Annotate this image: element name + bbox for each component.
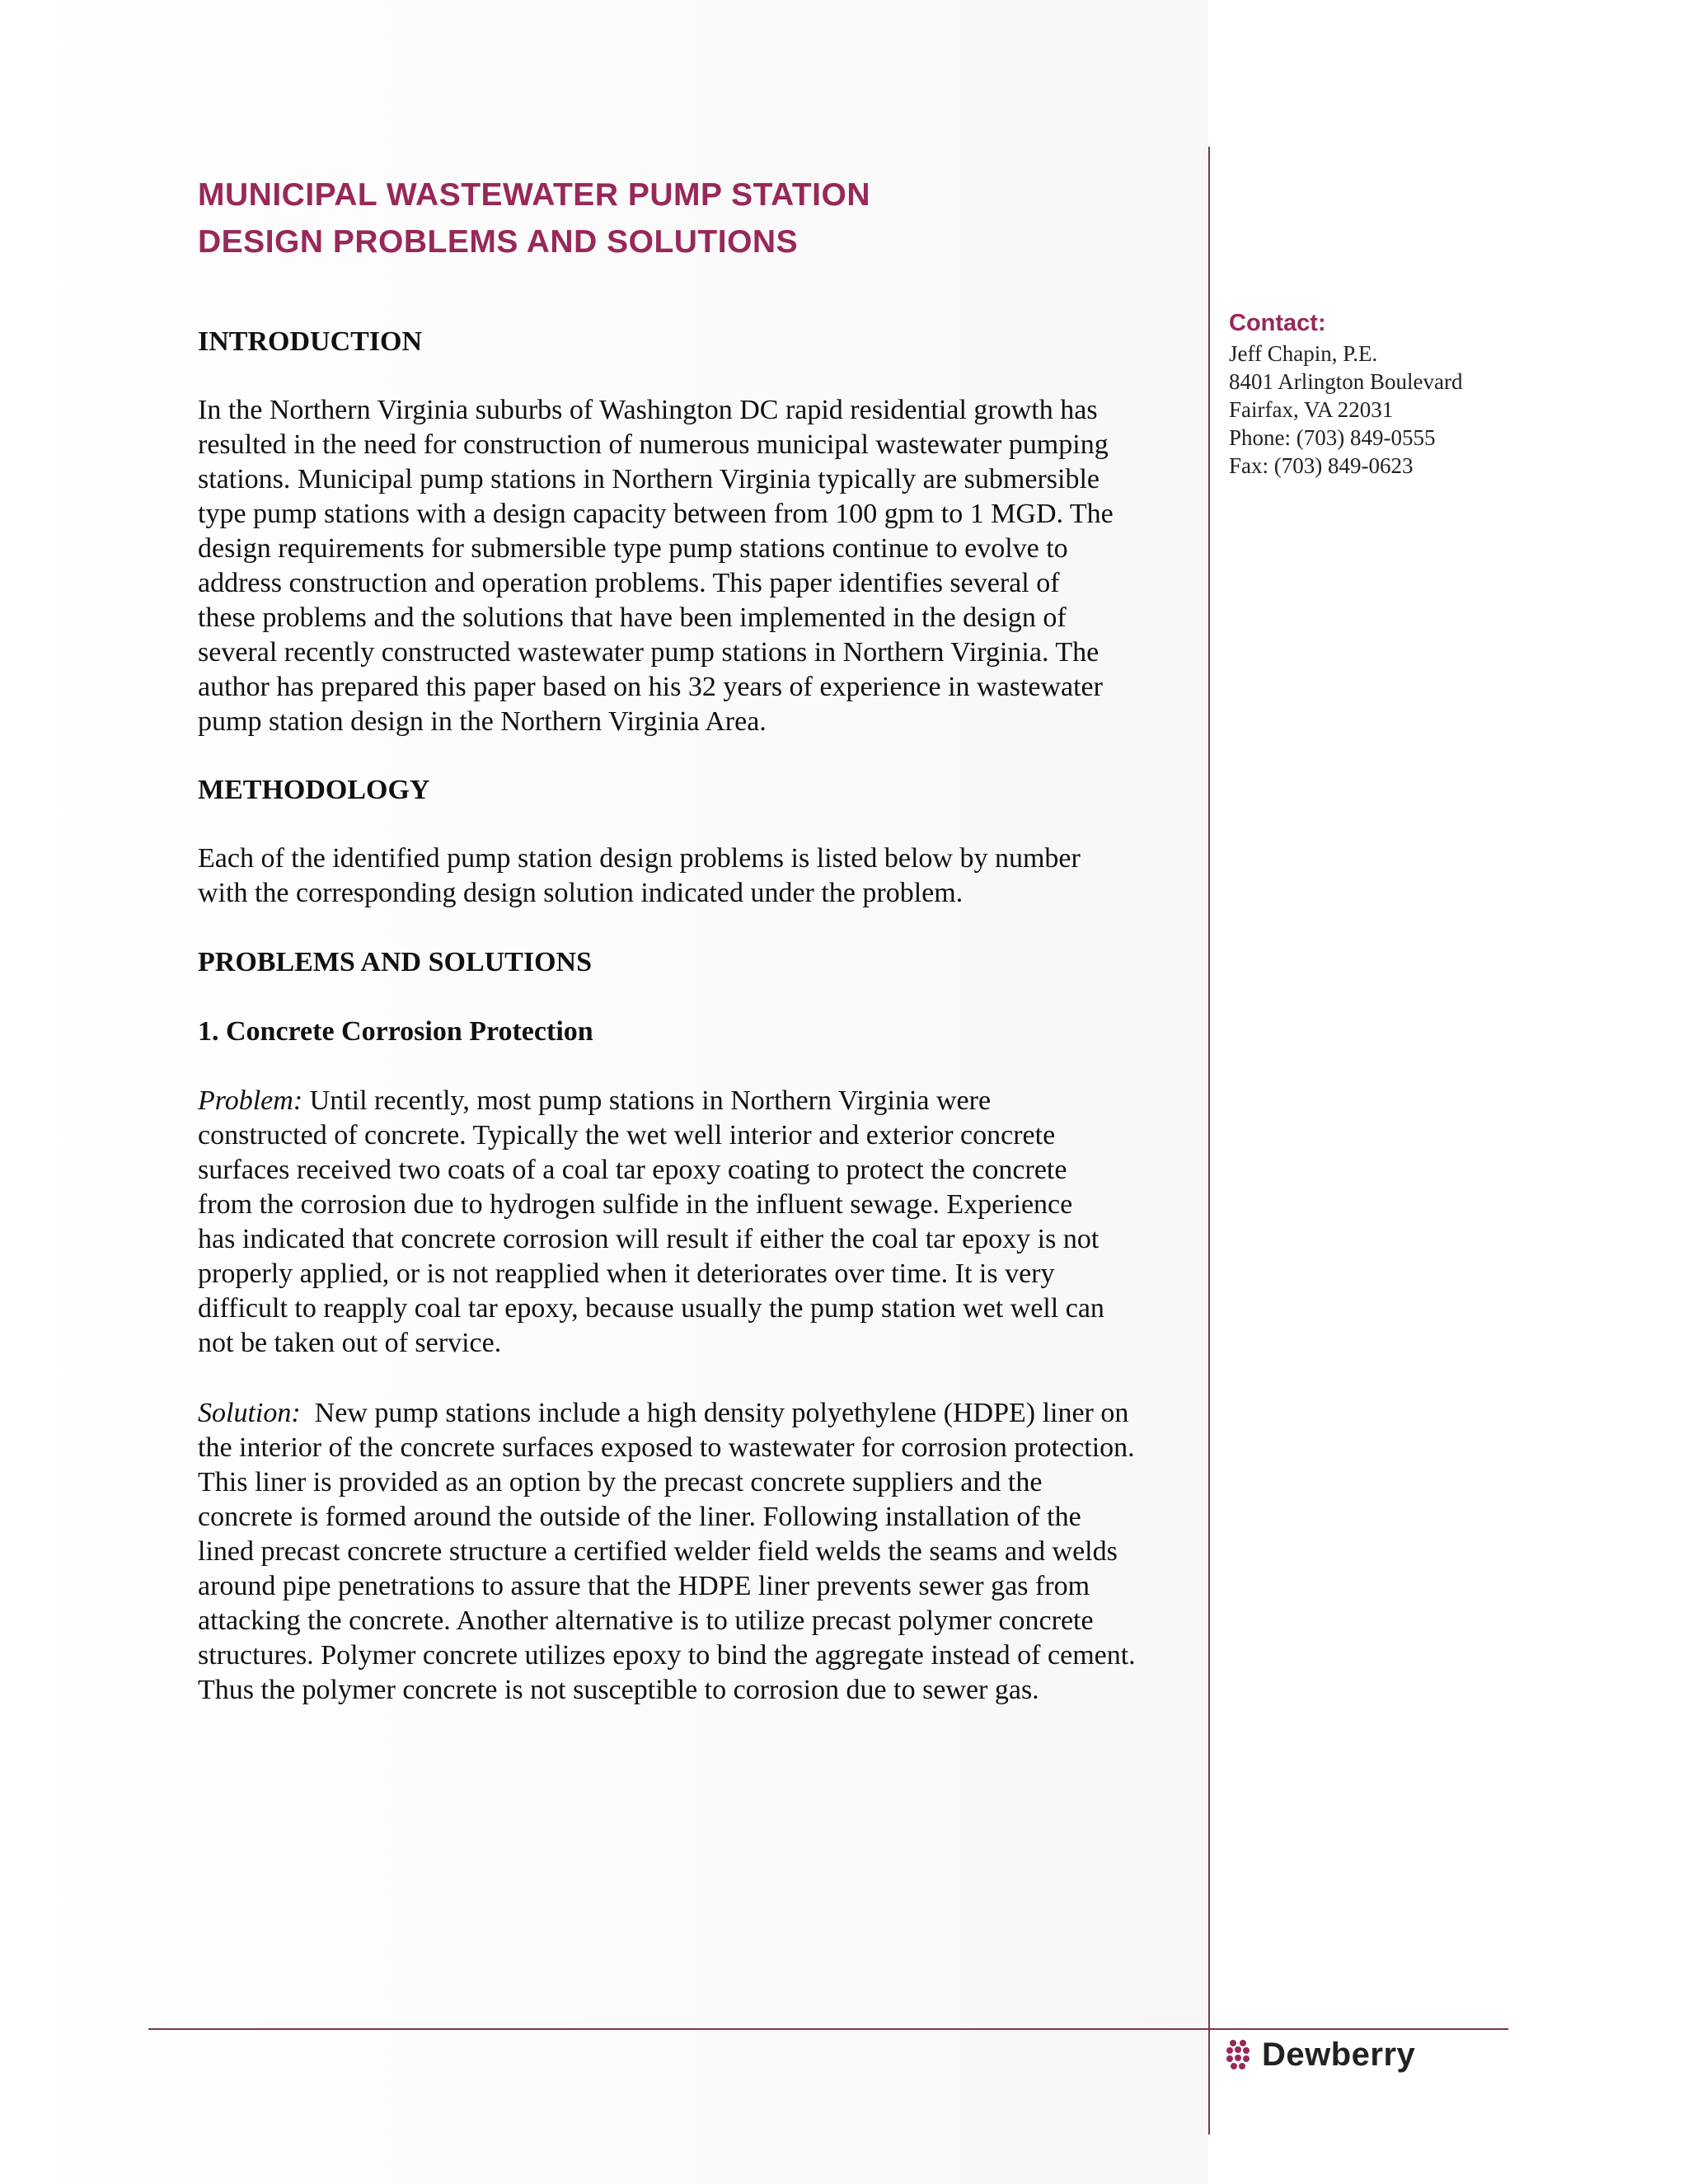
- problem-section: [198, 1084, 1195, 1361]
- solution-line: Thus the polymer concrete is not susceptible to corrosion due to sewer gas.: [198, 1675, 1039, 1705]
- intro-line: stations. Municipal pump stations in Northern Virginia typically are submersible: [198, 464, 1100, 494]
- contact-address-line-1: 8401 Arlington Boulevard: [1229, 369, 1463, 394]
- contact-sidebar: [1229, 307, 1559, 480]
- title-line-2: DESIGN PROBLEMS AND SOLUTIONS: [198, 224, 799, 260]
- problems-heading-block: [198, 945, 1195, 980]
- problems-heading: PROBLEMS AND SOLUTIONS: [198, 947, 592, 977]
- contact-fax: Fax: (703) 849-0623: [1229, 453, 1414, 478]
- problem-line: properly applied, or is not reapplied when it deteriorates over time. It is very: [198, 1258, 1055, 1289]
- contact-phone: Phone: (703) 849-0555: [1229, 425, 1436, 450]
- intro-line: author has prepared this paper based on his 32 years of experience in wastewater: [198, 672, 1103, 702]
- methodology-section: [198, 841, 1195, 911]
- footer-divider: [148, 2028, 1508, 2030]
- dewberry-logo-icon: [1226, 2038, 1250, 2071]
- intro-line: resulted in the need for construction of numerous municipal wastewater pumping: [198, 429, 1109, 460]
- solution-text: New pump stations include a high density polyethylene (HDPE) liner on: [300, 1398, 1129, 1428]
- contact-label: Contact:: [1229, 310, 1326, 336]
- problem-label: Problem:: [198, 1085, 303, 1116]
- solution-line: attacking the concrete. Another alternative is to utilize precast polymer concrete: [198, 1605, 1094, 1636]
- solution-line: structures. Polymer concrete utilizes epoxy to bind the aggregate instead of cement.: [198, 1640, 1136, 1671]
- solution-paragraph: [198, 1396, 1195, 1708]
- intro-line: type pump stations with a design capacity between from 100 gpm to 1 MGD. The: [198, 499, 1114, 529]
- solution-label: Solution:: [198, 1398, 301, 1428]
- logo-text: Dewberry: [1262, 2036, 1416, 2073]
- problem-paragraph: [198, 1084, 1195, 1361]
- item1-heading: 1. Concrete Corrosion Protection: [198, 1016, 593, 1047]
- dewberry-logo: [1226, 2034, 1415, 2075]
- solution-line: around pipe penetrations to assure that the HDPE liner prevents sewer gas from: [198, 1571, 1090, 1601]
- solution-line: the interior of the concrete surfaces exposed to wastewater for corrosion protection.: [198, 1432, 1135, 1463]
- problem-line: difficult to reapply coal tar epoxy, because usually the pump station wet well can: [198, 1293, 1104, 1324]
- intro-line: address construction and operation problems. This paper identifies several of: [198, 568, 1060, 598]
- solution-line: lined precast concrete structure a certified welder field welds the seams and welds: [198, 1536, 1118, 1567]
- methodology-heading: METHODOLOGY: [198, 775, 430, 805]
- solution-line: This liner is provided as an option by the precast concrete suppliers and the: [198, 1467, 1043, 1497]
- problem-line: [198, 1084, 1195, 1118]
- methodology-line: with the corresponding design solution indicated under the problem.: [198, 878, 964, 908]
- item1-heading-block: [198, 1015, 1195, 1049]
- methodology-heading-block: [198, 773, 1195, 808]
- intro-line: design requirements for submersible type pump stations continue to evolve to: [198, 533, 1068, 564]
- intro-line: these problems and the solutions that have been implemented in the design of: [198, 602, 1067, 633]
- intro-paragraph: [198, 393, 1195, 739]
- solution-line: concrete is formed around the outside of the liner. Following installation of the: [198, 1502, 1081, 1532]
- intro-heading: INTRODUCTION: [198, 326, 423, 357]
- title-line-1: MUNICIPAL WASTEWATER PUMP STATION: [198, 177, 870, 213]
- problem-line: not be taken out of service.: [198, 1328, 502, 1358]
- contact-name: Jeff Chapin, P.E.: [1229, 341, 1378, 366]
- solution-line: [198, 1396, 1195, 1431]
- intro-section: [198, 393, 1195, 739]
- problem-line: from the corrosion due to hydrogen sulfide in the influent sewage. Experience: [198, 1189, 1073, 1220]
- intro-line: several recently constructed wastewater pump stations in Northern Virginia. The: [198, 637, 1100, 668]
- contact-address-line-2: Fairfax, VA 22031: [1229, 397, 1394, 422]
- solution-section: [198, 1396, 1195, 1708]
- document-title: [198, 171, 1170, 265]
- problem-line: surfaces received two coats of a coal tar epoxy coating to protect the concrete: [198, 1155, 1067, 1185]
- problem-text: Until recently, most pump stations in Northern Virginia were: [302, 1085, 992, 1116]
- intro-line: pump station design in the Northern Virginia Area.: [198, 706, 767, 737]
- methodology-line: Each of the identified pump station design problems is listed below by number: [198, 843, 1081, 874]
- intro-line: In the Northern Virginia suburbs of Washington DC rapid residential growth has: [198, 395, 1098, 425]
- methodology-paragraph: [198, 841, 1195, 911]
- problem-line: has indicated that concrete corrosion will result if either the coal tar epoxy is not: [198, 1224, 1100, 1254]
- problem-line: constructed of concrete. Typically the wet well interior and exterior concrete: [198, 1120, 1056, 1151]
- vertical-divider: [1208, 147, 1210, 2135]
- intro-heading-block: [198, 325, 1195, 359]
